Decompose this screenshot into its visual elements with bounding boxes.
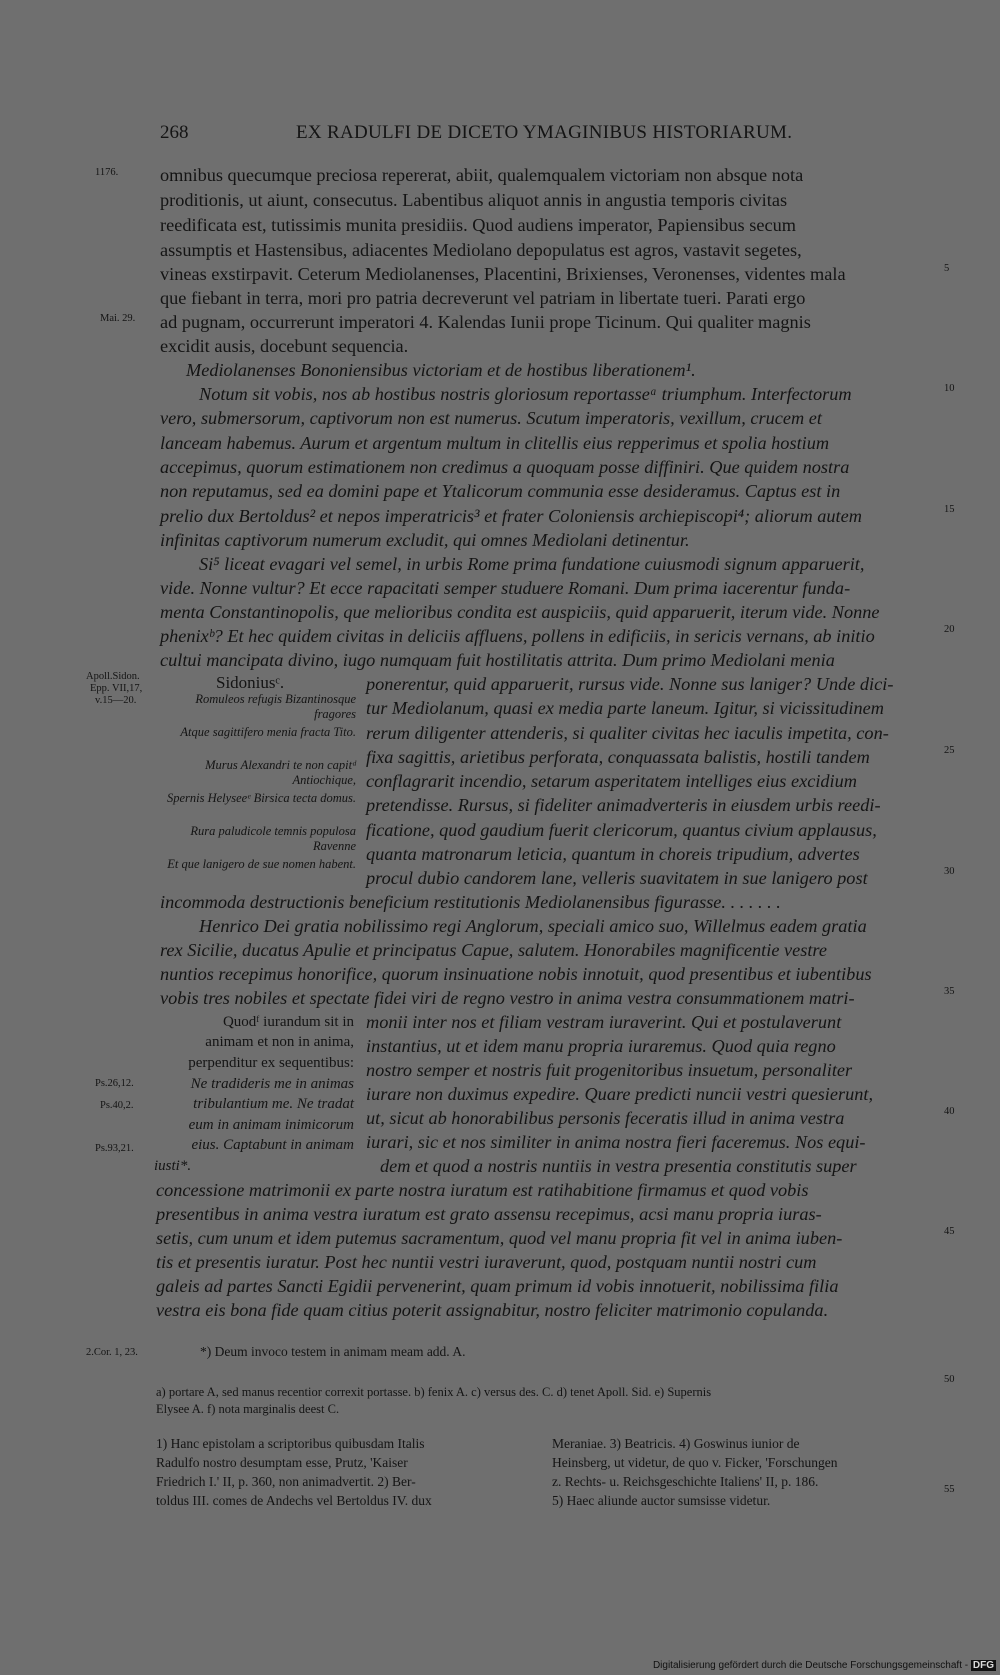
body-line: vero, submersorum, captivorum non est numerus. Scutum imperatoris, vexillum, crucem et (160, 408, 822, 428)
body-line: ut, sicut ab honorabilibus personis feceratis illud in anima vestra (366, 1108, 845, 1128)
body-line: incommoda destructionis beneficium restitutionis Mediolanensibus figurasse. . . . . . . (160, 892, 781, 912)
body-line: cultui mancipata divino, iugo numquam fuit hostilitatis attrita. Dum primo Mediolani menia (160, 650, 835, 670)
body-line: presentibus in anima vestra iuratum est grato assensu recepimus, acsi manu propria iuras- (156, 1204, 822, 1224)
margin-cor: 2.Cor. 1, 23. (86, 1347, 138, 1358)
body-line: nuntios recepimus honorifice, quorum insinuatione nobis innotuit, quod presentibus et iubentibus (160, 964, 872, 984)
body-line: rex Sicilie, ducatus Apulie et principatus Capue, salutem. Honorabiles magnificentie vestre (160, 940, 827, 960)
sidonius-verse: Romuleos refugis Bizantinosque fragores (195, 692, 356, 721)
body-line: vestra eis bona fide quam citius poterit assignabitur, nostro feliciter matrimonio copulanda. (156, 1300, 829, 1320)
running-title: EX RADULFI DE DICETO YMAGINIBUS HISTORIARUM. (296, 122, 793, 143)
body-line: infinitas captivorum numerum excludit, qui omnes Mediolani detinentur. (160, 530, 690, 550)
body-line: tur Mediolanum, quasi ex media parte laneum. Igitur, si vicissitudinem (366, 698, 884, 718)
side-note-line: tribulantium me. Ne tradat (193, 1096, 354, 1112)
body-line: instantius, ut et idem manu propria iuraremus. Quod quia regno (366, 1036, 836, 1056)
body-line: ficatione, quod gaudium fuerit clericorum, quantus civium applausus, (366, 820, 877, 840)
margin-ps-40: Ps.40,2. (100, 1100, 134, 1111)
side-note-line: Ne tradideris me in animas (190, 1076, 354, 1092)
side-note-line: iusti*. (154, 1158, 192, 1174)
page-number: 268 (160, 122, 189, 143)
star-note: *) Deum invoco testem in animam meam add. A. (200, 1344, 466, 1359)
margin-ps-26: Ps.26,12. (95, 1078, 134, 1089)
footnote-right-line: 5) Haec aliunde auctor sumsisse videtur. (552, 1493, 771, 1508)
footnote-right-line: Heinsberg, ut videtur, de quo v. Ficker, 'Forschungen (552, 1455, 838, 1470)
variant-note: Elysee A. f) nota marginalis deest C. (156, 1402, 340, 1416)
body-line: lanceam habemus. Aurum et argentum multum in clitellis eius repperimus et spolia hostium (160, 433, 830, 453)
body-line: rerum diligenter attenderis, si qualiter civitas hec iaculis impetita, con- (366, 723, 889, 743)
sidonius-verse: Rura paludicole temnis populosa Ravenne (190, 824, 356, 853)
body-line: iurare non duximus expedire. Quare predicti nuncii vestri quesierunt, (366, 1084, 874, 1104)
footnote-left-line: toldus III. comes de Andechs vel Bertoldus IV. dux (156, 1493, 432, 1508)
body-line: procul dubio candorem lane, velleris suavitatem in sue lanigero post (366, 868, 868, 888)
body-line: non reputamus, sed ea domini pape et Ytalicorum communia esse desideramus. Captus est in (160, 481, 841, 501)
line-number: 55 (944, 1484, 955, 1495)
sidonius-verse: Spernis Helyseeᵉ Birsica tecta domus. (166, 791, 356, 805)
body-line: nostro semper et nostris fuit progenitoribus insuetum, personaliter (366, 1060, 853, 1080)
side-note-line: eius. Captabunt in animam (191, 1137, 354, 1153)
body-line: Si⁵ liceat evagari vel semel, in urbis Rome prima fundatione cuiusmodi signum apparuerit, (199, 554, 865, 574)
body-line: iurari, sic et nos similiter in anima nostra fieri faceremus. Nos equi- (366, 1132, 866, 1152)
sidonius-verse: Murus Alexandri te non capitᵈ Antiochique, (205, 758, 356, 787)
body-line: galeis ad partes Sancti Egidii pervenerint, quam primum id vobis innotuerit, nobilissima filia (156, 1276, 839, 1296)
body-line: monii inter nos et filiam vestram iuraverint. Qui et postulaverunt (366, 1012, 842, 1032)
footnote-right-line: Meraniae. 3) Beatricis. 4) Goswinus iunior de (552, 1436, 800, 1451)
sidonius-verse: Atque sagittifero menia fracta Tito. (180, 725, 356, 739)
side-note-line: perpenditur ex sequentibus: (188, 1055, 354, 1071)
body-line: setis, cum unum et idem putemus sacramentum, quod vel manu propria fit vel in anima iuben- (156, 1228, 843, 1248)
body-line: ponerentur, quid apparuerit, rursus vide. Nonne sus laniger? Unde dici- (366, 674, 894, 694)
body-line: vide. Nonne vultur? Et ecce rapacitati semper studuere Romani. Dum prima iacerentur funda- (160, 578, 851, 598)
body-line: proditionis, ut aiunt, consecutus. Labentibus aliquot annis in angustia temporis civitas (160, 190, 788, 210)
credit-text: Digitalisierung gefördert durch die Deutsche Forschungsgemeinschaft - (652, 1660, 969, 1671)
margin-date: Mai. 29. (100, 313, 136, 324)
line-number: 5 (944, 263, 950, 274)
margin-sidonius-ref-1: Apoll.Sidon. (86, 671, 140, 682)
line-number: 40 (944, 1106, 955, 1117)
line-number: 25 (944, 745, 955, 756)
body-line: quanta matronarum leticia, quantum in choreis tripudium, advertes (366, 844, 860, 864)
body-line: prelio dux Bertoldus² et nepos imperatricis³ et frater Coloniensis archiepiscopi⁴; aliorum autem (160, 506, 862, 526)
sidonius-title: Sidoniusᶜ. (216, 673, 285, 692)
line-number: 35 (944, 986, 955, 997)
page-header (160, 122, 930, 148)
body-line: omnibus quecumque preciosa repererat, abiit, qualemqualem victoriam non absque nota (160, 165, 804, 185)
side-note-line: Quodᶠ iurandum sit in (222, 1014, 354, 1030)
body-line: reedificata est, tutissimis munita presidiis. Quod audiens imperator, Papiensibus secum (160, 215, 796, 235)
body-line: conflagrarit incendio, setarum asperitatem intelliges eius excidium (366, 771, 857, 791)
body-line: pretendisse. Rursus, si fideliter animadverteris in eiusdem urbis reedi- (366, 795, 881, 815)
side-note-line: animam et non in anima, (205, 1034, 354, 1050)
body-line: concessione matrimonii ex parte nostra iuratum est ratihabitione firmamus et quod vobis (156, 1180, 809, 1200)
body-line: excidit ausis, docebunt sequencia. (160, 336, 409, 356)
body-line: vobis tres nobiles et spectate fidei viri de regno vestro in anima vestra consummationem matri- (160, 988, 855, 1008)
side-note-line: eum in animam inimicorum (188, 1117, 354, 1133)
body-line: Henrico Dei gratia nobilissimo regi Anglorum, speciali amico suo, Willelmus eadem gratia (199, 916, 867, 936)
line-number: 30 (944, 866, 955, 877)
dfg-logo: DFG (972, 1660, 994, 1671)
footnote-left-line: Radulfo nostro desumptam esse, Prutz, 'Kaiser (156, 1455, 408, 1470)
dfg-credit (653, 1660, 996, 1671)
line-number: 45 (944, 1226, 955, 1237)
body-line: assumptis et Hastensibus, adiacentes Mediolano depopulatus est agros, vastavit segetes, (160, 240, 802, 260)
body-line: Notum sit vobis, nos ab hostibus nostris gloriosum reportasseᵃ triumphum. Interfectorum (199, 384, 852, 404)
body-line: phenixᵇ? Et hec quidem civitas in deliciis affluens, pollens in edificiis, in sericis vernans, ab initio (160, 626, 875, 646)
margin-sidonius-ref-3: v.15—20. (95, 695, 137, 706)
footnote-right-line: z. Rechts- u. Reichsgeschichte Italiens' II, p. 186. (552, 1474, 819, 1489)
variant-note: a) portare A, sed manus recentior correxit portasse. b) fenix A. c) versus des. C. d) tenet Apoll. Sid. e) Supernis (156, 1385, 712, 1399)
sidonius-verse: Et que lanigero de sue nomen habent. (167, 857, 356, 871)
line-number: 20 (944, 624, 955, 635)
line-number: 50 (944, 1374, 955, 1385)
body-line: dem et quod a nostris nuntiis in vestra presentia constitutis super (380, 1156, 857, 1176)
margin-sidonius-ref-2: Epp. VII,17, (90, 683, 143, 694)
line-number: 15 (944, 504, 955, 515)
footnote-left-line: Friedrich I.' II, p. 360, non animadvertit. 2) Ber- (156, 1474, 416, 1489)
body-line: vineas exstirpavit. Ceterum Mediolanenses, Placentini, Brixienses, Veronenses, videntes mala (160, 264, 846, 284)
margin-year: 1176. (95, 167, 119, 178)
body-line: ad pugnam, occurrerunt imperatori 4. Kalendas Iunii prope Ticinum. Qui qualiter magnis (160, 312, 811, 332)
margin-ps-93: Ps.93,21. (95, 1143, 134, 1154)
letter-heading: Mediolanenses Bononiensibus victoriam et de hostibus liberationem¹. (186, 360, 696, 380)
body-line: fixa sagittis, arietibus perforata, conquassata balistis, hostili tandem (366, 747, 870, 767)
footnote-left-line: 1) Hanc epistolam a scriptoribus quibusdam Italis (156, 1436, 425, 1451)
body-line: que fiebant in terra, mori pro patria decreverunt vel patriam in libertate tueri. Parati ergo (160, 288, 806, 308)
body-line: tis et presentis iuratur. Post hec nuntii vestri iuraverunt, quod, postquam nuntii nostri cum (156, 1252, 817, 1272)
body-line: menta Constantinopolis, que melioribus condita est auspiciis, quid apparuerit, iterum vide. Nonne (160, 602, 880, 622)
line-number: 10 (944, 383, 955, 394)
body-line: accepimus, quorum estimationem non credimus a quoquam posse diffiniri. Que quidem nostra (160, 457, 850, 477)
